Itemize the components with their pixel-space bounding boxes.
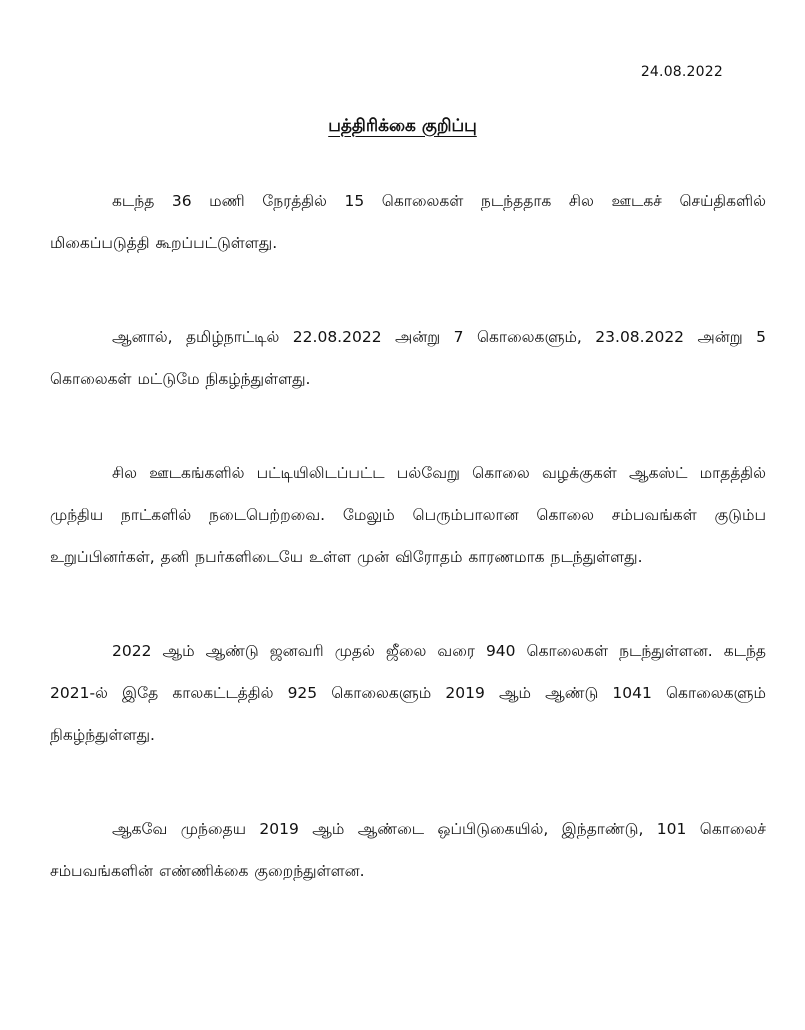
document-title: பத்திரிக்கை குறிப்பு <box>328 116 477 136</box>
paragraph-2: ஆனால், தமிழ்நாட்டில் 22.08.2022 அன்று 7 கொலைகளும், 23.08.2022 அன்று 5 கொலைகள் மட்டுமே நிகழ்ந்துள்ளது. <box>50 328 766 388</box>
document-date: 24.08.2022 <box>640 64 723 80</box>
paragraph-4: 2022 ஆம் ஆண்டு ஜனவரி முதல் ஜீலை வரை 940 கொலைகள் நடந்துள்ளன. கடந்த 2021-ல் இதே காலகட்டத்தில் 925 கொலைகளும் 2019 ஆம் ஆண்டு 1041 கொலைகளும் நிகழ்ந்துள்ளது. <box>50 642 766 744</box>
paragraph-1: கடந்த 36 மணி நேரத்தில் 15 கொலைகள் நடந்ததாக சில ஊடகச் செய்திகளில் மிகைப்படுத்தி கூறப்பட்டுள்ளது. <box>50 192 766 252</box>
paragraph-3: சில ஊடகங்களில் பட்டியிலிடப்பட்ட பல்வேறு கொலை வழக்குகள் ஆகஸ்ட் மாதத்தில் முந்திய நாட்களில் நடைபெற்றவை. மேலும் பெரும்பாலான கொலை சம்பவங்கள் குடும்ப உறுப்பினர்கள், தனி நபர்களிடையே உள்ள முன் விரோதம் காரணமாக நடந்துள்ளது. <box>50 464 766 566</box>
document-body <box>50 180 766 944</box>
paragraph-5: ஆகவே முந்தைய 2019 ஆம் ஆண்டை ஒப்பிடுகையில், இந்தாண்டு, 101 கொலைச் சம்பவங்களின் எண்ணிக்கை குறைந்துள்ளன. <box>50 820 766 880</box>
